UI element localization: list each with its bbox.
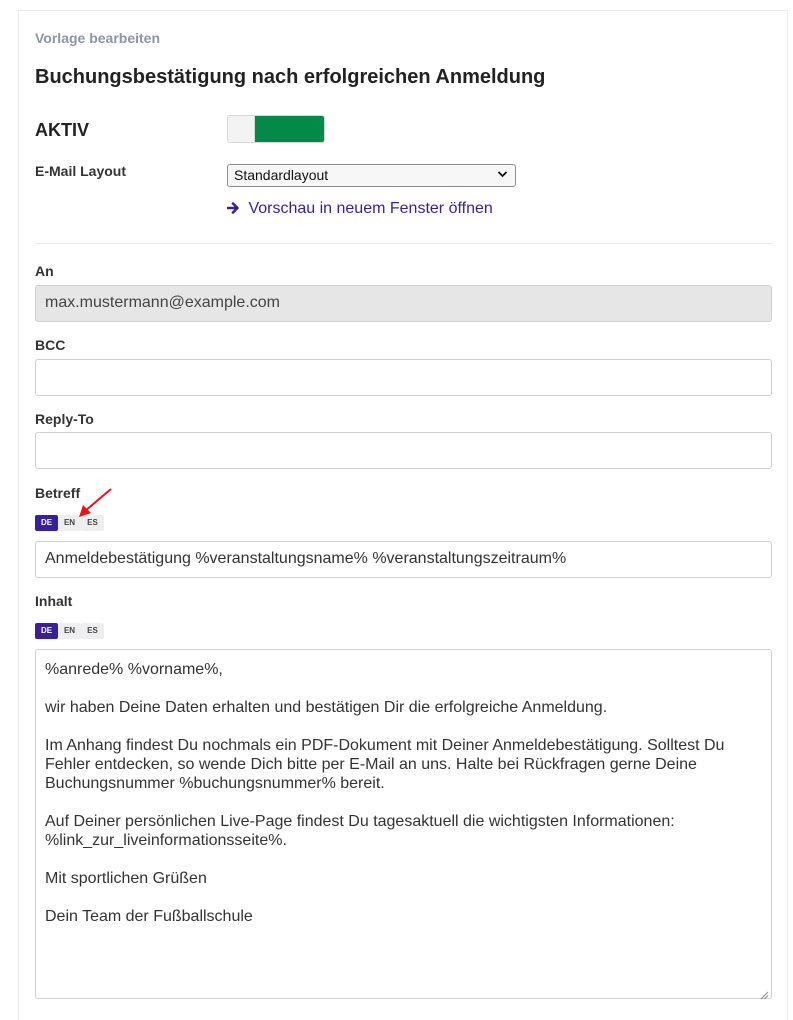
template-editor-card	[18, 10, 788, 1020]
inhalt-paragraph: Dein Team der Fußballschule	[45, 908, 253, 925]
red-arrow-annotation	[75, 487, 115, 526]
inhalt-paragraph: wir haben Deine Daten erhalten und bestätigen Dir die erfolgreiche Anmeldung.	[45, 699, 608, 716]
an-field: max.mustermann@example.com	[35, 285, 772, 322]
inhalt-textarea[interactable]	[35, 649, 772, 999]
inhalt-lang-en[interactable]: EN	[58, 623, 81, 639]
an-label: An	[35, 263, 54, 279]
inhalt-paragraph: Mit sportlichen Grüßen	[45, 870, 207, 887]
betreff-lang-es[interactable]: ES	[81, 515, 104, 531]
bcc-label: BCC	[35, 337, 66, 353]
email-layout-label: E-Mail Layout	[35, 163, 127, 179]
email-layout-selected: Standardlayout	[234, 167, 329, 183]
inhalt-paragraph: %anrede% %vorname%,	[45, 661, 223, 678]
chevron-down-icon	[497, 167, 508, 184]
reply-to-label: Reply-To	[35, 411, 94, 427]
reply-to-field[interactable]	[35, 432, 772, 469]
betreff-field[interactable]: Anmeldebestätigung %veranstaltungsname% %veranstaltungszeitraum%	[35, 541, 772, 578]
email-layout-select[interactable]	[227, 164, 516, 187]
inhalt-lang-es[interactable]: ES	[81, 623, 104, 639]
resize-handle-icon[interactable]	[759, 986, 769, 996]
preview-link-text: Vorschau in neuem Fenster öffnen	[248, 200, 493, 217]
inhalt-label: Inhalt	[35, 593, 73, 609]
inhalt-paragraph: Auf Deiner persönlichen Live-Page findest Du tagesaktuell die wichtigsten Informationen: %link_zur_liveinformationsseite%.	[45, 813, 675, 849]
preview-link[interactable]	[227, 200, 493, 218]
page-subtitle: Vorlage bearbeiten	[35, 30, 161, 46]
betreff-lang-en[interactable]: EN	[58, 515, 81, 531]
toggle-knob	[228, 116, 255, 142]
toggle-on-indicator	[255, 116, 324, 142]
betreff-lang-de[interactable]: DE	[35, 515, 58, 531]
aktiv-label: AKTIV	[35, 120, 89, 140]
inhalt-language-tabs	[35, 623, 104, 639]
inhalt-lang-de[interactable]: DE	[35, 623, 58, 639]
aktiv-toggle[interactable]	[227, 115, 325, 143]
bcc-field[interactable]	[35, 359, 772, 396]
section-divider	[35, 243, 772, 244]
inhalt-paragraph: Im Anhang findest Du nochmals ein PDF-Dokument mit Deiner Anmeldebestätigung. Solltest Du Fehler entdecken, so wende Dich bitte per E-Mail an uns. Halte bei Rückfragen gerne Deine Buchungsnummer %buchungsnummer% bereit.	[45, 737, 725, 792]
betreff-label: Betreff	[35, 485, 81, 501]
page-title: Buchungsbestätigung nach erfolgreichen Anmeldung	[35, 66, 546, 88]
arrow-right-icon	[227, 200, 244, 217]
